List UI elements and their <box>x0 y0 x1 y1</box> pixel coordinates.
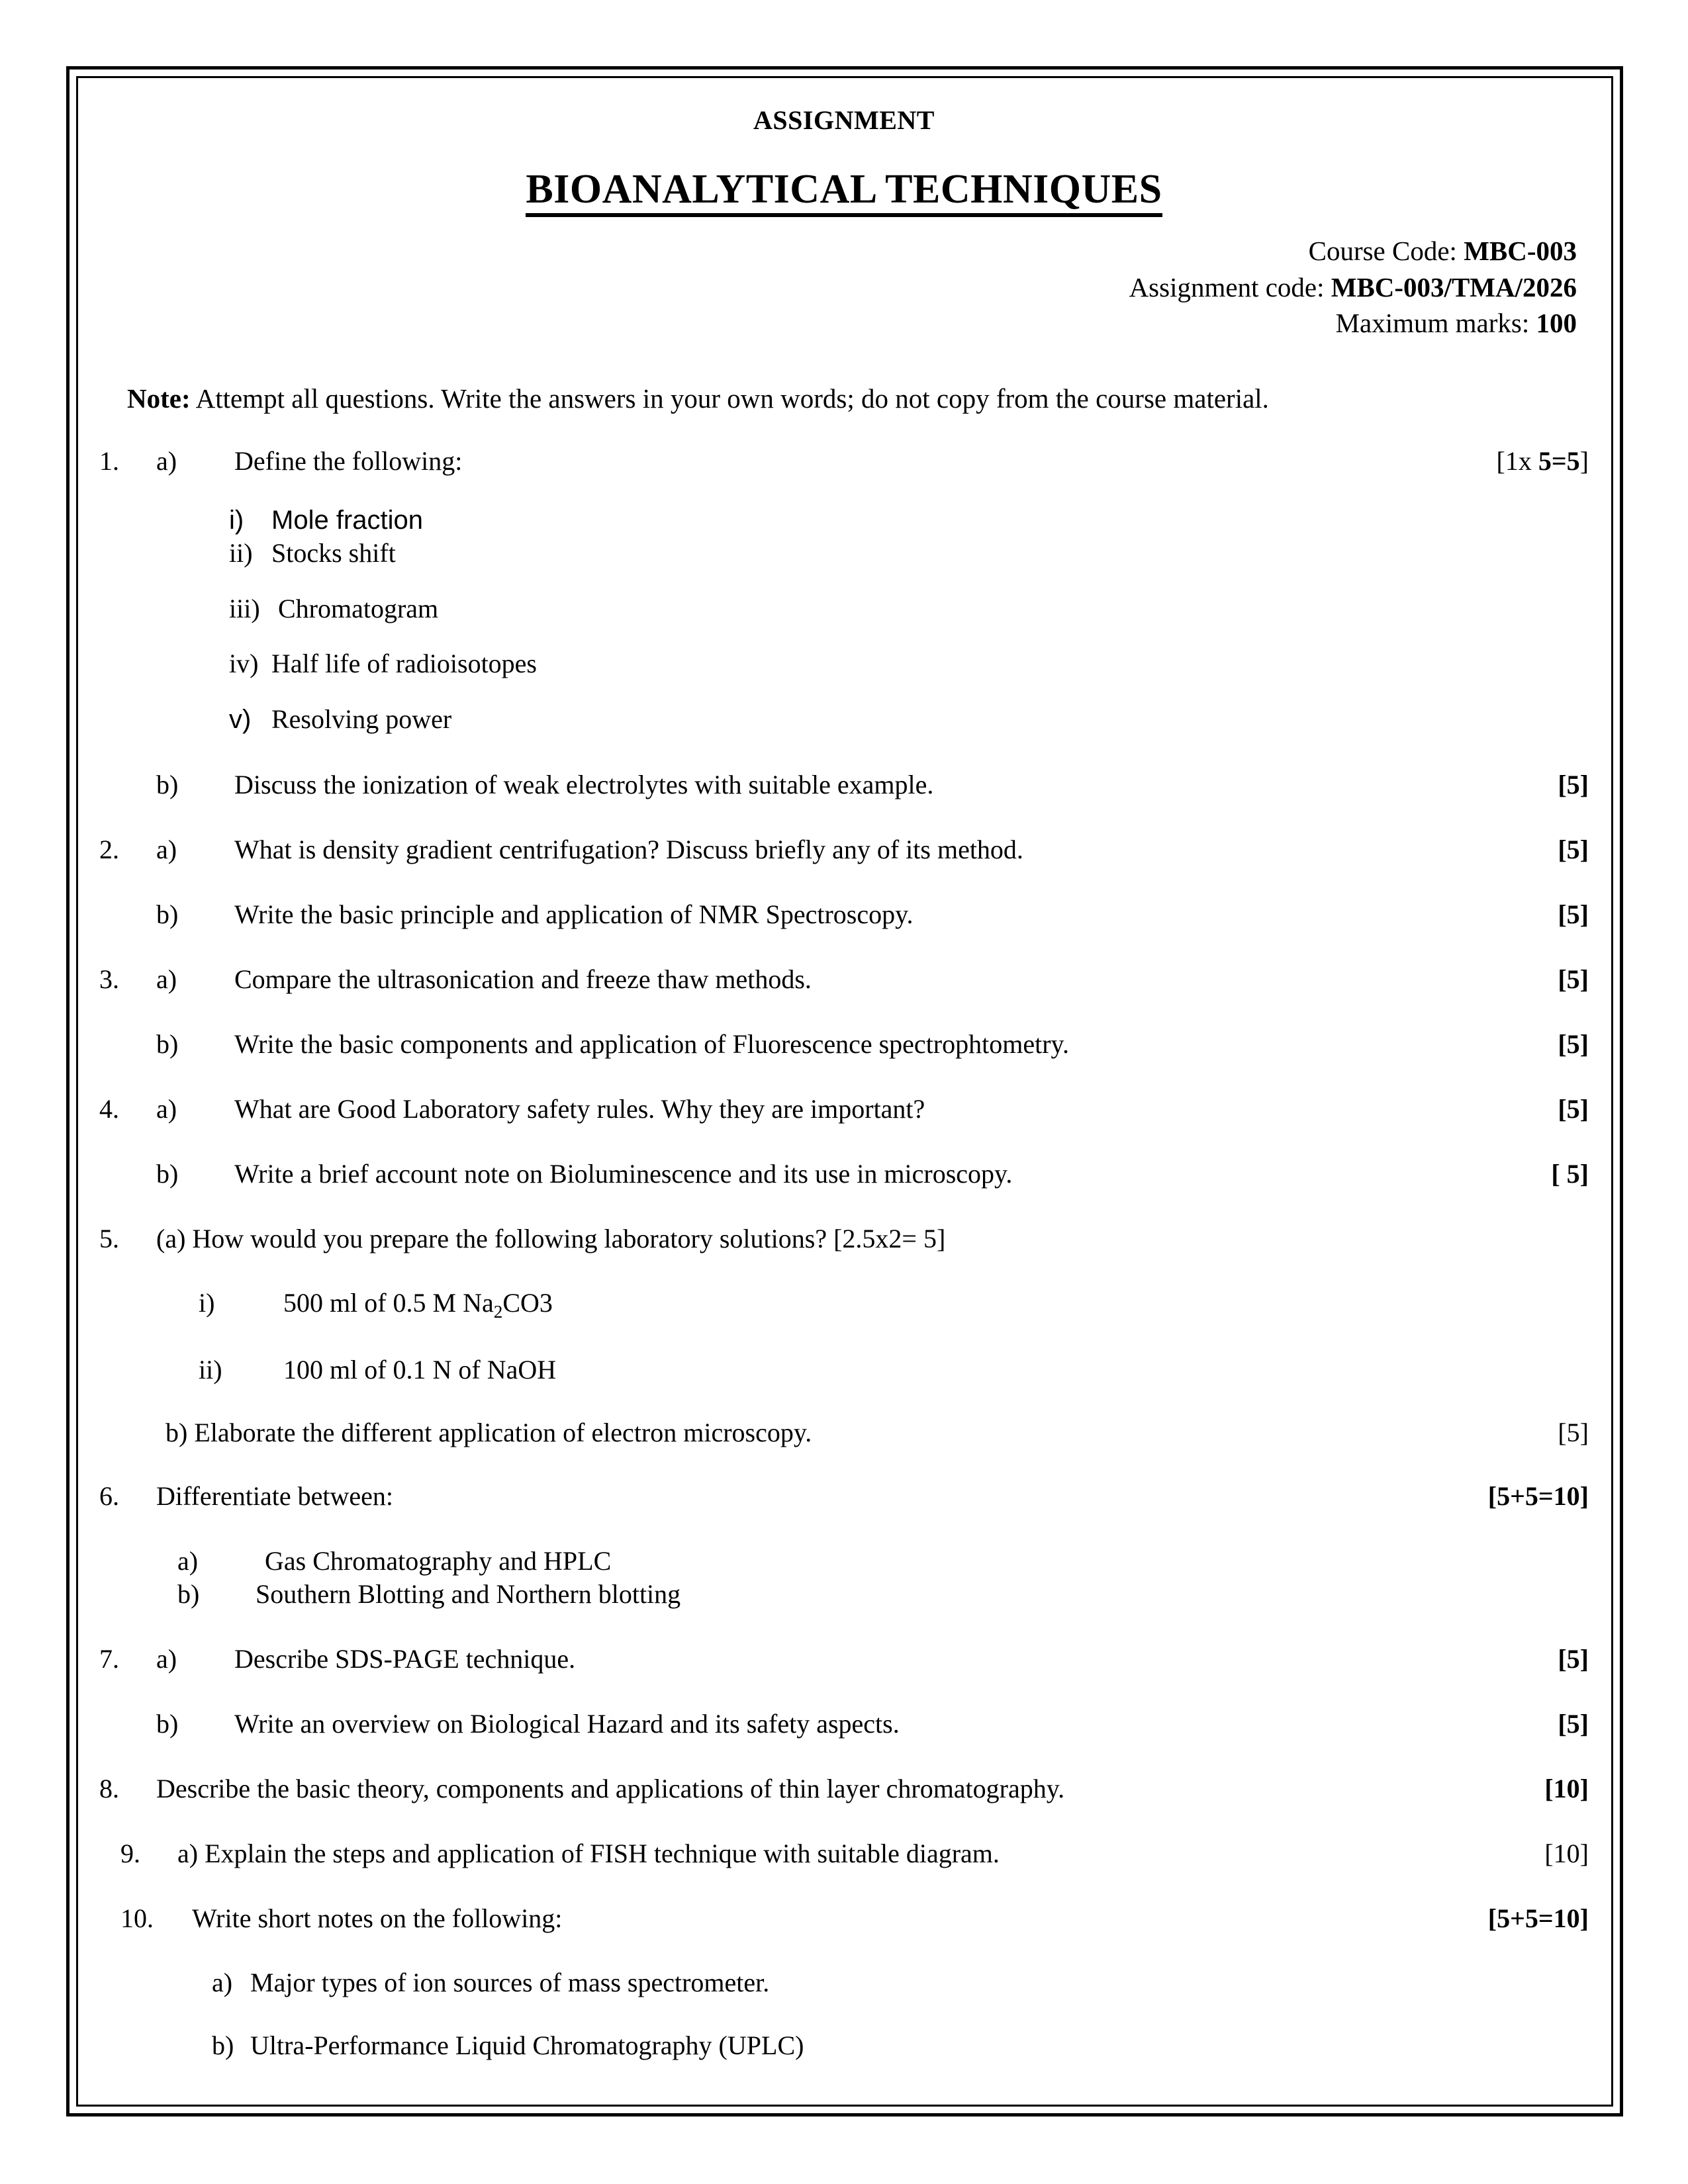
question-4a <box>99 1093 1589 1126</box>
course-meta <box>99 233 1589 341</box>
question-4b-marks: [ 5] <box>1551 1158 1589 1189</box>
question-6-item-text: Southern Blotting and Northern blotting <box>256 1578 681 1609</box>
question-4b <box>99 1158 1589 1191</box>
question-5-number: 5. <box>99 1223 119 1253</box>
assignment-code-line <box>99 269 1577 306</box>
course-code-line <box>99 233 1577 269</box>
question-6-item-text: Gas Chromatography and HPLC <box>265 1545 612 1576</box>
question-2a-text: What is density gradient centrifugation? Discuss briefly any of its method. <box>234 834 1023 864</box>
question-1a-marks: [1x 5=5] <box>1496 445 1589 476</box>
question-4-number: 4. <box>99 1093 119 1124</box>
question-3a-marks: [5] <box>1558 964 1589 994</box>
question-5-item-text: 500 ml of 0.5 M $Na_2CO3$ <box>283 1287 553 1322</box>
question-10-item <box>99 2030 1589 2061</box>
question-9 <box>99 1837 1589 1870</box>
roman-item <box>99 537 1589 570</box>
question-7b-label: b) <box>156 1708 179 1739</box>
question-5a-text: (a) How would you prepare the following laboratory solutions? [2.5x2= 5] <box>156 1223 946 1253</box>
question-5-item-text: 100 ml of 0.1 N of NaOH <box>283 1354 557 1385</box>
question-10-item-label: b) <box>212 2030 234 2060</box>
question-2a-label: a) <box>156 834 177 864</box>
question-10-item <box>99 1967 1589 1998</box>
question-3-number: 3. <box>99 964 119 994</box>
question-3b-label: b) <box>156 1028 179 1059</box>
question-6-text: Differentiate between: <box>156 1480 393 1511</box>
roman-item-text: Half life of radioisotopes <box>271 649 537 679</box>
question-7a-label: a) <box>156 1643 177 1674</box>
question-3b-marks: [5] <box>1558 1028 1589 1059</box>
question-1a-roman-list <box>99 504 1589 737</box>
page-title-text: BIOANALYTICAL TECHNIQUES <box>526 167 1162 217</box>
question-6-marks: [5+5=10] <box>1487 1480 1589 1511</box>
question-7-number: 7. <box>99 1643 119 1674</box>
question-3a <box>99 963 1589 996</box>
question-2b-text: Write the basic principle and application of NMR Spectroscopy. <box>234 899 914 929</box>
question-5-item <box>99 1354 1589 1385</box>
question-9-number: 9. <box>120 1838 140 1868</box>
course-code-label: Course Code: <box>1308 236 1457 266</box>
question-10-item-text: Major types of ion sources of mass spectrometer. <box>250 1967 770 1997</box>
question-2a <box>99 833 1589 866</box>
max-marks-value: 100 <box>1536 308 1577 339</box>
assignment-code-label: Assignment code: <box>1129 271 1325 302</box>
question-6-item <box>99 1545 1589 1578</box>
question-4a-marks: [5] <box>1558 1093 1589 1124</box>
roman-item <box>99 592 1589 625</box>
question-1b-marks: [5] <box>1558 769 1589 799</box>
assignment-label: ASSIGNMENT <box>753 105 935 135</box>
question-5b-marks: [5] <box>1558 1417 1589 1447</box>
question-7a-text: Describe SDS-PAGE technique. <box>234 1643 576 1674</box>
question-7b <box>99 1707 1589 1741</box>
question-6-item <box>99 1578 1589 1611</box>
note-text: Attempt all questions. Write the answers in your own words; do not copy from the course material. <box>195 383 1269 414</box>
question-1b-text: Discuss the ionization of weak electrolytes with suitable example. <box>234 769 934 799</box>
roman-item-number: i) <box>229 505 244 535</box>
roman-item-text: Chromatogram <box>278 593 439 623</box>
course-code-value: MBC-003 <box>1464 236 1577 266</box>
roman-item-text: Resolving power <box>271 704 452 734</box>
max-marks-line <box>99 305 1577 341</box>
question-2b <box>99 898 1589 931</box>
question-8-number: 8. <box>99 1773 119 1803</box>
question-10-item-label: a) <box>212 1967 233 1997</box>
roman-item-text: Stocks shift <box>271 538 396 569</box>
roman-item <box>99 504 1589 537</box>
question-9-text: a) Explain the steps and application of FISH technique with suitable diagram. <box>177 1838 1000 1868</box>
roman-item-number: iv) <box>229 649 259 679</box>
question-5b <box>99 1417 1589 1448</box>
question-5 <box>99 1222 1589 1255</box>
question-10-text: Write short notes on the following: <box>192 1903 563 1933</box>
question-1a-label: a) <box>156 445 177 476</box>
question-4a-label: a) <box>156 1093 177 1124</box>
roman-item-number: iii) <box>229 593 260 623</box>
question-3b-text: Write the basic components and application of Fluorescence spectrophtometry. <box>234 1028 1069 1059</box>
question-3a-label: a) <box>156 964 177 994</box>
question-10 <box>99 1902 1589 1935</box>
assignment-code-value: MBC-003/TMA/2026 <box>1331 271 1577 302</box>
question-7b-text: Write an overview on Biological Hazard and its safety aspects. <box>234 1708 900 1739</box>
question-5-item-number: i) <box>199 1287 215 1318</box>
question-6 <box>99 1480 1589 1513</box>
roman-item-number: ii) <box>229 538 253 569</box>
note-label: Note: <box>127 383 191 414</box>
question-6-item-label: a) <box>177 1545 199 1576</box>
question-1a-text: Define the following: <box>234 445 463 476</box>
question-5b-text: b) Elaborate the different application of electron microscopy. <box>165 1417 812 1447</box>
question-1b-label: b) <box>156 769 179 799</box>
question-9-marks: [10] <box>1544 1838 1589 1868</box>
note-line <box>99 383 1589 414</box>
question-5-item-number: ii) <box>199 1354 222 1385</box>
question-4b-text: Write a brief account note on Bioluminescence and its use in microscopy. <box>234 1158 1013 1189</box>
question-7a-marks: [5] <box>1558 1643 1589 1674</box>
question-10-marks: [5+5=10] <box>1487 1903 1589 1933</box>
question-2b-label: b) <box>156 899 179 929</box>
roman-item-text: Mole fraction <box>271 505 423 535</box>
question-10-item-text: Ultra-Performance Liquid Chromatography (UPLC) <box>250 2030 804 2060</box>
question-4b-label: b) <box>156 1158 179 1189</box>
roman-item <box>99 647 1589 680</box>
question-1a <box>99 445 1589 478</box>
question-3a-text: Compare the ultrasonication and freeze thaw methods. <box>234 964 812 994</box>
question-1b <box>99 768 1589 801</box>
roman-item <box>99 703 1589 737</box>
question-10-number: 10. <box>120 1903 154 1933</box>
question-1-number: 1. <box>99 445 119 476</box>
question-2b-marks: [5] <box>1558 899 1589 929</box>
questions-list <box>99 445 1589 2061</box>
question-6-number: 6. <box>99 1480 119 1511</box>
question-2-number: 2. <box>99 834 119 864</box>
document-content <box>99 86 1589 2061</box>
question-7b-marks: [5] <box>1558 1708 1589 1739</box>
question-4a-text: What are Good Laboratory safety rules. Why they are important? <box>234 1093 925 1124</box>
page-title <box>99 166 1589 213</box>
question-2a-marks: [5] <box>1558 834 1589 864</box>
roman-item-number: v) <box>229 704 252 734</box>
question-3b <box>99 1028 1589 1061</box>
question-8-marks: [10] <box>1544 1773 1589 1803</box>
question-8 <box>99 1772 1589 1805</box>
max-marks-label: Maximum marks: <box>1335 308 1530 339</box>
question-6-item-label: b) <box>177 1578 200 1609</box>
question-8-text: Describe the basic theory, components and applications of thin layer chromatography. <box>156 1773 1065 1803</box>
question-5-item <box>99 1287 1589 1322</box>
question-7a <box>99 1643 1589 1676</box>
